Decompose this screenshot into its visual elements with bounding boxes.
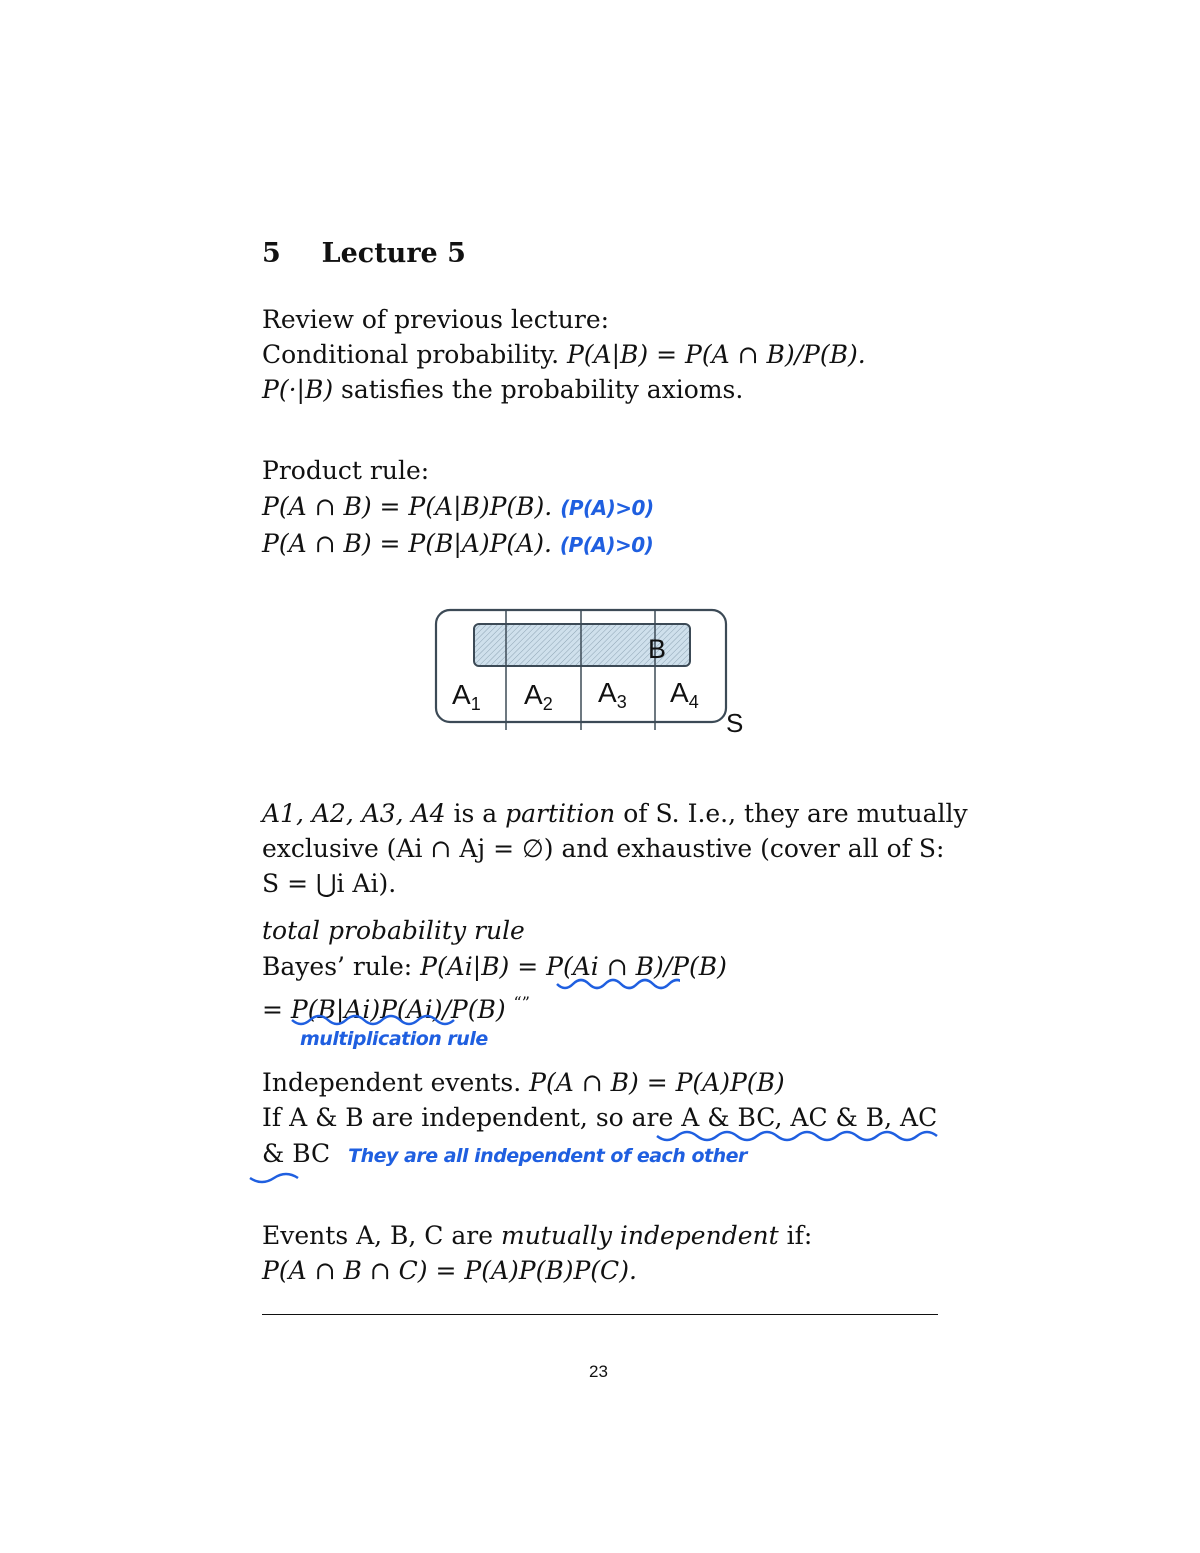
- squiggle-underline-4: [248, 1172, 303, 1186]
- partition-line-3: S = ⋃i Ai).: [262, 869, 397, 898]
- page-number: 23: [589, 1362, 608, 1381]
- handwritten-note-2: (P(A)>0): [559, 533, 654, 557]
- cond-prefix: Conditional probability.: [262, 340, 560, 369]
- part-a3-label: $A_3$: [598, 677, 627, 712]
- partition-line-2: exclusive (Ai ∩ Aj = ∅) and exhaustive (cover all of S:: [262, 834, 945, 863]
- total-probability-rule: total probability rule: [262, 916, 525, 945]
- independent-line-2: If A & B are independent, so are A & BC, AC & B, AC: [262, 1103, 938, 1132]
- mutual-suffix: if:: [786, 1221, 813, 1250]
- bayes-prefix: Bayes’ rule:: [262, 952, 413, 981]
- axioms-formula: P(·|B): [262, 375, 334, 404]
- product-formula-2: P(A ∩ B) = P(B|A)P(A).: [262, 529, 552, 558]
- partition-diagram: [420, 600, 760, 740]
- product-rule-line-2: [262, 527, 653, 562]
- part-a4-label: $A_4$: [670, 677, 699, 712]
- horizontal-rule: [262, 1314, 938, 1315]
- mutual-emphasis: mutually independent: [500, 1221, 779, 1250]
- handwritten-independent-note: They are all independent of each other: [348, 1145, 747, 1167]
- mutual-line-1: [262, 1219, 812, 1253]
- axioms-text: satisfies the probability axioms.: [341, 375, 744, 404]
- independent-formula: P(A ∩ B) = P(A)P(B): [529, 1068, 785, 1097]
- conditional-probability-line: [262, 338, 866, 372]
- partition-line-1: [262, 797, 968, 831]
- axioms-line: [262, 373, 743, 407]
- independent-line-3-text: & BC: [262, 1139, 331, 1168]
- part-a2-label: $A_2$: [524, 679, 553, 714]
- product-rule-heading: Product rule:: [262, 456, 430, 485]
- quote-marks: “”: [513, 993, 530, 1012]
- partition-word: partition: [505, 799, 616, 828]
- partition-items: A1, A2, A3, A4: [262, 799, 446, 828]
- section-number: 5: [262, 238, 281, 269]
- product-rule-line-1: [262, 490, 654, 525]
- squiggle-underline-1: [555, 978, 680, 992]
- event-b-label: B: [648, 634, 667, 664]
- squiggle-underline-2: [290, 1014, 465, 1028]
- handwritten-multiplication-rule: multiplication rule: [300, 1028, 488, 1050]
- bayes-formula: P(Ai|B) = P(Ai ∩ B)/P(B): [420, 952, 727, 981]
- independent-prefix: Independent events.: [262, 1068, 522, 1097]
- section-heading: [262, 238, 466, 269]
- bayes-formula-2: = P(B|Ai)P(Ai)/P(B): [262, 995, 506, 1024]
- partition-of-s: of S. I.e., they are mutually: [623, 799, 968, 828]
- mutual-line-2: [262, 1254, 637, 1288]
- mutual-prefix: Events A, B, C are: [262, 1221, 494, 1250]
- handwritten-note-1: (P(A)>0): [560, 496, 654, 520]
- partition-is-a: is a: [453, 799, 498, 828]
- independent-line-3: [262, 1137, 747, 1173]
- sample-space-label: S: [726, 708, 744, 738]
- independent-line-1: [262, 1066, 785, 1100]
- mutual-formula: P(A ∩ B ∩ C) = P(A)P(B)P(C).: [262, 1256, 637, 1285]
- product-formula-1: P(A ∩ B) = P(A|B)P(B).: [262, 492, 553, 521]
- part-a1-label: $A_1$: [452, 679, 481, 714]
- section-title: Lecture 5: [321, 238, 466, 269]
- cond-formula: P(A|B) = P(A ∩ B)/P(B).: [566, 340, 866, 369]
- review-heading: Review of previous lecture:: [262, 305, 610, 334]
